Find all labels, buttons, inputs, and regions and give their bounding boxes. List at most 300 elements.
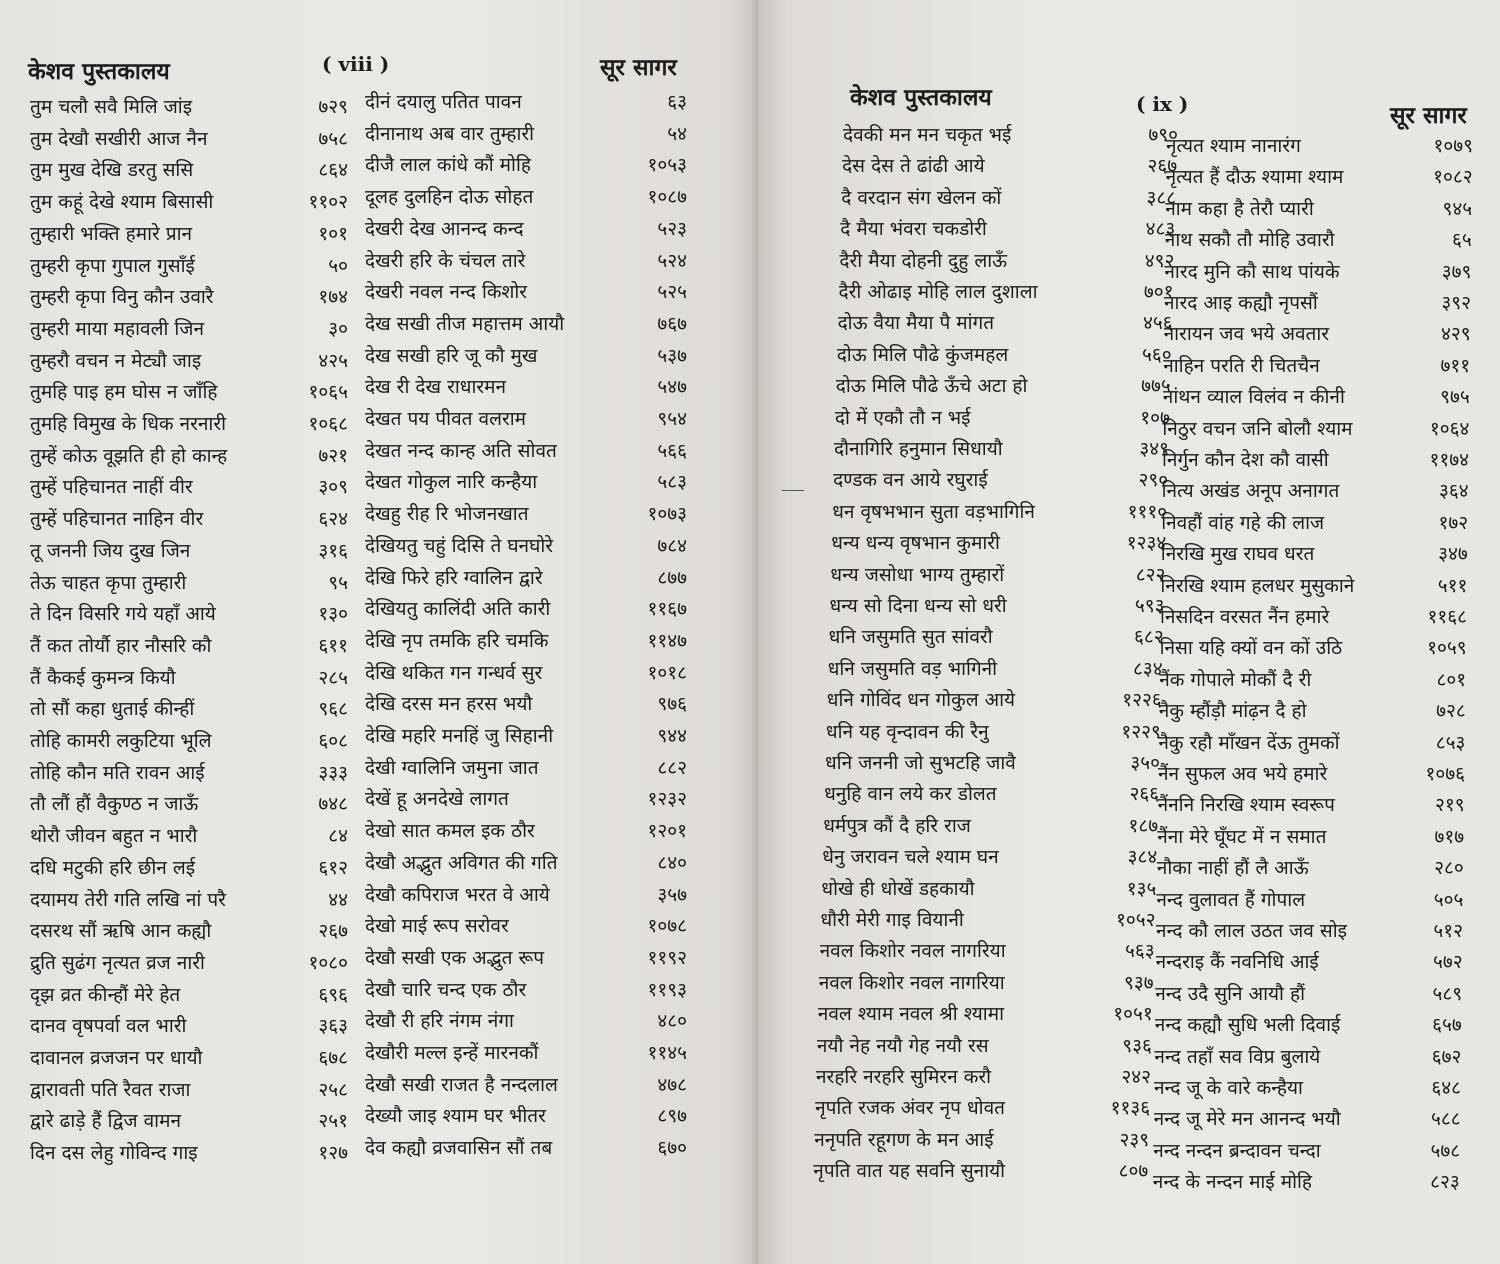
- index-row: [30, 219, 348, 250]
- index-row: [830, 591, 1165, 622]
- page-number-ref: १०१८: [647, 661, 687, 684]
- page-number-ref: ५४७: [657, 376, 687, 399]
- index-row: [365, 816, 687, 847]
- page-number-ref: ८४०: [657, 851, 687, 874]
- page-number-ref: ६७८: [318, 1047, 348, 1069]
- hymn-title: धनि जसुमति वड़ भागिनी: [827, 657, 998, 680]
- page-number-ref: १०७६: [1425, 763, 1465, 785]
- page-number-ref: १२७: [318, 1142, 348, 1165]
- page-number-ref: ४७८: [657, 1073, 687, 1096]
- hymn-title: तो सौं कहा धुताई कीन्हीं: [30, 698, 195, 721]
- index-row: [1162, 476, 1469, 507]
- index-row: [365, 87, 687, 118]
- index-row: [365, 848, 687, 879]
- page-number-ref: ३५७: [657, 883, 687, 906]
- page-number-ref: ५०५: [1433, 888, 1464, 911]
- page-number-ref: ५८३: [657, 471, 687, 494]
- index-row: [365, 309, 687, 340]
- page-number-ref: १२०१: [647, 820, 687, 843]
- page-number-ref: ५११: [1437, 574, 1468, 597]
- hymn-title: धन वृषभभान सुता वड़भागिनि: [832, 500, 1035, 523]
- index-row: [1156, 885, 1463, 916]
- page-number-ref: ७५८: [318, 127, 348, 150]
- index-row: [30, 631, 348, 662]
- hymn-title: नैंननि निरखि श्याम स्वरूप: [1157, 794, 1335, 817]
- page-number-ref: १०६५: [308, 381, 348, 404]
- page-number-ref: २५८: [318, 1078, 348, 1101]
- page-number-ref: ११९३: [647, 978, 687, 1001]
- hymn-title: तैं कत तोर्यौ हार नौसरि कौ: [30, 634, 212, 657]
- hymn-title: नैंन सुफल अव भये हमारे: [1158, 763, 1328, 785]
- hymn-title: धनुहि वान लये कर डोलत: [824, 783, 997, 806]
- hymn-title: नन्द जू मेरे मन आनन्द भयौ: [1153, 1108, 1341, 1131]
- hymn-title: धौरी मेरी गाइ वियानी: [820, 909, 964, 931]
- page-number-ref: १३०: [318, 603, 348, 626]
- index-row: [1164, 257, 1471, 288]
- page-number-ref: ११६८: [1427, 606, 1467, 628]
- hymn-title: धन्य धन्य वृषभान कुमारी: [831, 532, 1000, 555]
- index-row: [30, 853, 348, 884]
- index-row: [365, 341, 687, 372]
- index-row: [365, 436, 687, 467]
- page-number-ref: १०७३: [647, 503, 687, 526]
- hymn-title: नवल किशोर नवल नागरिया: [819, 940, 1006, 963]
- index-row: [813, 1156, 1148, 1187]
- page-number-ref: १०७: [1140, 406, 1170, 429]
- index-row: [365, 658, 687, 689]
- page-number-ref: ६१२: [318, 856, 348, 879]
- index-row: [1160, 633, 1467, 664]
- page-number-ref: १२३२: [647, 788, 687, 811]
- index-row: [819, 968, 1154, 999]
- page-number-ref: ४२९: [1440, 323, 1471, 346]
- page-number-ref: ९७६: [657, 693, 687, 716]
- index-row: [837, 340, 1172, 371]
- page-number-ref: ३४७: [1438, 543, 1468, 566]
- hymn-title: नृत्यत श्याम नानारंग: [1166, 135, 1301, 157]
- hymn-title: द्रुति सुढंग नृत्यत व्रज नारी: [30, 951, 205, 974]
- page-number-ref: ३५०: [1130, 752, 1160, 774]
- index-row: [821, 905, 1156, 936]
- page-number-ref: ७२९: [318, 96, 348, 118]
- page-number-ref: ७१७: [1434, 825, 1465, 848]
- hymn-title: नरहरि नरहरि सुमिरन करौ: [816, 1066, 992, 1088]
- page-number-ref: ७६७: [657, 312, 687, 335]
- index-row: [30, 663, 348, 694]
- index-row: [30, 821, 348, 852]
- index-row: [30, 1075, 348, 1106]
- hymn-title: देख री देख राधारमन: [365, 376, 507, 399]
- page-number-ref: ९४४: [657, 725, 687, 747]
- index-row: [365, 880, 687, 911]
- index-row: [839, 277, 1174, 308]
- index-row: [30, 314, 348, 345]
- index-row: [1155, 979, 1462, 1010]
- index-row: [30, 346, 348, 377]
- hymn-title: धर्मपुत्र कौं दै हरि राज: [823, 814, 971, 837]
- index-row: [30, 504, 348, 535]
- hymn-title: दो में एकौ तौ न भई: [834, 406, 971, 429]
- index-row: [365, 1101, 687, 1132]
- left-page-number: ( viii ): [322, 52, 390, 76]
- page-number-ref: ५६६: [657, 439, 687, 462]
- hymn-title: निठुर वचन जनि बोलौ श्याम: [1162, 417, 1353, 440]
- index-row: [30, 789, 348, 820]
- index-row: [1161, 508, 1468, 539]
- page-number-ref: २३९: [1119, 1128, 1150, 1151]
- page-number-ref: ७९०: [1148, 124, 1178, 146]
- hymn-title: दीजै लाल कांधे कौं मोहि: [365, 154, 531, 177]
- page-number-ref: ११७४: [1429, 449, 1469, 471]
- page-number-ref: ११४७: [647, 629, 687, 652]
- index-row: [1164, 288, 1471, 319]
- page-number-ref: ५४: [667, 122, 687, 145]
- hymn-title: दोऊ वैया मैया पै मांगत: [837, 312, 995, 335]
- hymn-title: धन्य सो दिना धन्य सो धरी: [829, 595, 1007, 617]
- hymn-title: देखरी नवल नन्द किशोर: [365, 281, 528, 304]
- hymn-title: दीनानाथ अब वार तुम्हारी: [365, 122, 535, 145]
- right-page: [758, 0, 1500, 1264]
- index-row: [830, 560, 1165, 591]
- left-header-title: केशव पुस्तकालय: [28, 58, 170, 85]
- hymn-title: नन्द कह्यौ सुधि भली दिवाई: [1154, 1014, 1341, 1037]
- page-number-ref: १३५: [1126, 877, 1157, 900]
- index-row: [30, 980, 348, 1011]
- hymn-title: नन्दराइ कैं नवनिधि आई: [1155, 951, 1319, 974]
- index-row: [365, 277, 687, 308]
- index-row: [30, 694, 348, 725]
- page-number-ref: ५७२: [1432, 951, 1463, 974]
- hymn-title: तुम मुख देखि डरतु ससि: [30, 159, 194, 182]
- page-number-ref: ३०: [328, 317, 348, 340]
- hymn-title: दोऊ मिलि पौढे कुंजमहल: [836, 343, 1009, 366]
- page-number-ref: ६८२: [1133, 626, 1164, 649]
- index-row: [30, 187, 348, 218]
- right-header-book: सूर सागर: [1390, 102, 1467, 129]
- page-number-ref: २६६: [1129, 783, 1160, 806]
- index-row: [1166, 162, 1473, 193]
- index-row: [365, 563, 687, 594]
- page-number-ref: ५१२: [1433, 920, 1463, 942]
- index-row: [365, 1038, 687, 1069]
- margin-mark: [782, 490, 804, 491]
- page-number-ref: १११०: [1127, 500, 1168, 523]
- page-number-ref: ४५६: [1142, 312, 1173, 335]
- index-row: [1165, 194, 1472, 225]
- hymn-title: धेनु जरावन चले श्याम घन: [822, 846, 999, 869]
- page-number-ref: ५३७: [657, 344, 687, 367]
- page-number-ref: ५२४: [657, 249, 687, 272]
- index-row: [838, 308, 1173, 339]
- hymn-title: देखौ चारि चन्द एक ठौर: [365, 978, 527, 1001]
- hymn-title: नैकु रहौ माँखन देंऊ तुमकों: [1158, 731, 1340, 754]
- page-number-ref: १०८०: [308, 951, 348, 974]
- hymn-title: तुमहि विमुख के धिक नरनारी: [30, 413, 227, 435]
- index-row: [1163, 382, 1470, 413]
- page-number-ref: १०७८: [647, 915, 687, 938]
- index-row: [30, 536, 348, 567]
- page-number-ref: १७४: [318, 286, 348, 309]
- hymn-title: तुमहि पाइ हम घोस न जाँहि: [30, 381, 218, 404]
- index-row: [365, 404, 687, 435]
- page-number-ref: ६५: [1452, 229, 1472, 252]
- hymn-title: तुम्हरी माया महावली जिन: [30, 317, 204, 340]
- hymn-title: देखियतु चहुं दिसि ते घनघोरे: [365, 534, 554, 557]
- hymn-title: धनि जसुमति सुत सांवरौ: [828, 626, 993, 649]
- index-row: [365, 214, 687, 245]
- page-number-ref: ८२२: [1135, 563, 1166, 586]
- index-row: [365, 784, 687, 815]
- index-row: [1154, 1104, 1461, 1135]
- index-row: [814, 1125, 1149, 1156]
- index-row: [842, 151, 1177, 182]
- hymn-title: देखि फिरे हरि ग्वालिन द्वारे: [365, 566, 543, 589]
- index-row: [365, 943, 687, 974]
- hymn-title: तुम्हें पहिचानत नाहिन वीर: [30, 508, 204, 531]
- right-header-title: केशव पुस्तकालय: [850, 84, 992, 111]
- page-number-ref: ८६४: [318, 159, 348, 182]
- index-row: [1165, 225, 1472, 256]
- hymn-title: देखरी देख आनन्द कन्द: [365, 217, 524, 240]
- hymn-title: धोखे ही धोखें डहकायौ: [821, 877, 975, 900]
- hymn-title: देखें हू अनदेखे लागत: [365, 788, 509, 811]
- page-number-ref: २८५: [318, 666, 348, 689]
- index-row: [365, 1006, 687, 1037]
- index-row: [817, 1031, 1152, 1062]
- hymn-title: नन्द जू के वारे कन्हैया: [1154, 1077, 1303, 1099]
- hymn-title: ननृपति रहूगण के मन आई: [814, 1128, 994, 1151]
- page-number-ref: १०८२: [1433, 166, 1473, 189]
- index-row: [1160, 571, 1467, 602]
- page-number-ref: ८५३: [1435, 731, 1466, 754]
- page-number-ref: ९६८: [318, 698, 348, 721]
- index-row: [1160, 602, 1467, 633]
- page-number-ref: ४२५: [318, 349, 348, 372]
- index-row: [1154, 1073, 1461, 1104]
- index-row: [1162, 445, 1469, 476]
- page-number-ref: ५२५: [657, 281, 687, 304]
- hymn-title: देख सखी हरि जू कौ मुख: [365, 344, 538, 367]
- index-row: [30, 377, 348, 408]
- page-number-ref: ३७९: [1441, 260, 1472, 283]
- hymn-title: दौनागिरि हनुमान सिधायौ: [834, 438, 1003, 460]
- page-number-ref: ७८४: [657, 534, 687, 557]
- page-number-ref: ६७२: [1431, 1045, 1462, 1068]
- index-row: [365, 721, 687, 752]
- index-row: [832, 497, 1167, 528]
- page-number-ref: ३८४: [1127, 846, 1158, 869]
- hymn-title: दूलह दुलहिन दोऊ सोहत: [365, 186, 534, 209]
- hymn-title: देखो माई रूप सरोवर: [365, 915, 509, 938]
- hymn-title: देखहु रीह रि भोजनखात: [365, 503, 529, 526]
- hymn-title: नारायन जव भये अवतार: [1163, 323, 1330, 346]
- hymn-title: नाथ सकौ तौ मोहि उवारौ: [1164, 229, 1335, 252]
- index-row: [30, 92, 348, 123]
- page-number-ref: १२२६: [1122, 689, 1162, 712]
- page-number-ref: ९३६: [1122, 1034, 1152, 1057]
- index-row: [828, 654, 1163, 685]
- index-row: [30, 155, 348, 186]
- hymn-title: नैंक गोपाले मोकौं दै री: [1159, 668, 1312, 691]
- index-row: [1163, 351, 1470, 382]
- hymn-title: नवल श्याम नवल श्री श्यामा: [817, 1003, 1004, 1026]
- page-number-ref: ३६४: [1438, 480, 1469, 503]
- index-row: [30, 726, 348, 757]
- hymn-title: तुम्हरौ वचन न मेट्यौ जाइ: [30, 349, 202, 372]
- hymn-title: निरखि श्याम हलधर मुसुकाने: [1160, 574, 1355, 597]
- hymn-title: धनि गोविंद धन गोकुल आये: [826, 689, 1016, 712]
- hymn-title: थोरौ जीवन बहुत न भारौ: [30, 825, 198, 848]
- index-row: [1159, 665, 1466, 696]
- page-number-ref: ६७०: [657, 1137, 687, 1160]
- hymn-title: नैंना मेरे घूँघट में न समात: [1157, 825, 1327, 848]
- index-row: [1155, 1010, 1462, 1041]
- page-number-ref: ३०९: [318, 476, 348, 499]
- index-row: [365, 531, 687, 562]
- page-number-ref: ९३७: [1124, 971, 1154, 994]
- hymn-title: तुम्हरी कृपा विनु कौन उवारै: [30, 286, 214, 309]
- page-number-ref: ४८०: [657, 1010, 687, 1033]
- index-row: [833, 465, 1168, 496]
- hymn-title: धन्य जसोधा भाग्य तुम्हारों: [830, 563, 1005, 586]
- index-row: [365, 182, 687, 213]
- page-number-ref: ८०१: [1436, 668, 1467, 691]
- hymn-title: देखत गोकुल नारि कन्हैया: [365, 471, 538, 494]
- index-row: [365, 1133, 687, 1164]
- hymn-title: देखी ग्वालिनि जमुना जात: [365, 756, 539, 779]
- index-row: [829, 622, 1164, 653]
- hymn-title: देस देस ते ढांढी आये: [842, 155, 985, 178]
- page-number-ref: ४८३: [1145, 218, 1176, 241]
- index-row: [365, 911, 687, 942]
- hymn-title: तू जननी जिय दुख जिन: [30, 539, 191, 562]
- page-number-ref: ३३३: [318, 761, 348, 784]
- page-number-ref: ५७८: [1430, 1139, 1461, 1162]
- hymn-title: निर्गुन कौन देश कौ वासी: [1162, 449, 1329, 471]
- page-number-ref: ११०२: [308, 191, 348, 214]
- page-number-ref: ३९२: [1441, 292, 1471, 314]
- index-row: [30, 599, 348, 630]
- index-row: [365, 372, 687, 403]
- index-row: [1156, 947, 1463, 978]
- page-number-ref: ३१६: [318, 539, 348, 562]
- index-row: [839, 246, 1174, 277]
- page-number-ref: ८८२: [657, 756, 687, 779]
- page-number-ref: २९०: [1138, 469, 1169, 492]
- hymn-title: ते दिन विसरि गये यहाँ आये: [30, 603, 216, 626]
- index-row: [30, 251, 348, 282]
- index-row: [831, 528, 1166, 559]
- page-number-ref: १०८७: [647, 186, 687, 209]
- hymn-title: देखि महरि मनहिं जु सिहानी: [365, 725, 554, 747]
- page-number-ref: १०६४: [1429, 417, 1470, 440]
- page-number-ref: ६३: [667, 91, 687, 113]
- page-number-ref: ११६७: [647, 598, 687, 621]
- index-row: [30, 441, 348, 472]
- index-row: [365, 626, 687, 657]
- page-number-ref: ५६०: [1142, 343, 1172, 366]
- hymn-title: तैं कैकई कुमन्त्र कियौ: [30, 666, 176, 689]
- page-number-ref: ७२८: [1436, 700, 1466, 723]
- index-row: [1156, 916, 1463, 947]
- index-row: [1162, 414, 1469, 445]
- index-row: [1158, 759, 1465, 790]
- hymn-title: दैरी ओढाइ मोहि लाल दुशाला: [838, 281, 1038, 303]
- page-number-ref: ७२१: [318, 444, 348, 467]
- hymn-title: दृझ व्रत कीन्हौं मेरे हेत: [30, 983, 181, 1006]
- index-row: [365, 594, 687, 625]
- page-number-ref: ९५४: [657, 408, 687, 430]
- page-number-ref: १०६८: [308, 413, 348, 435]
- index-row: [1158, 728, 1465, 759]
- hymn-title: नन्द तहाँ सव विप्र बुलाये: [1154, 1045, 1321, 1068]
- page-number-ref: ६५७: [1432, 1014, 1462, 1037]
- page-number-ref: ६९६: [318, 983, 348, 1006]
- hymn-title: धनि यह वृन्दावन की रैनु: [825, 720, 989, 743]
- hymn-title: देख्यौ जाइ श्याम घर भीतर: [365, 1105, 546, 1128]
- index-row: [840, 214, 1175, 245]
- hymn-title: नारद आइ कह्यौ नृपसौं: [1164, 292, 1318, 314]
- page-number-ref: ११४५: [647, 1042, 687, 1064]
- index-row: [1161, 539, 1468, 570]
- hymn-title: देवकी मन मन चकृत भई: [843, 124, 1012, 146]
- page-number-ref: ८३४: [1133, 657, 1163, 680]
- page-number-ref: १०७९: [1433, 135, 1473, 157]
- index-row: [834, 434, 1169, 465]
- index-row: [823, 811, 1158, 842]
- hymn-title: नारद मुनि कौ साथ पांयके: [1164, 260, 1340, 283]
- index-row: [30, 1011, 348, 1042]
- index-row: [30, 1043, 348, 1074]
- hymn-title: नौका नाहीं हौं लै आऊँ: [1156, 857, 1309, 880]
- hymn-title: तुम्हें पहिचानत नाहीं वीर: [30, 476, 193, 499]
- hymn-title: देखि थकित गन गन्धर्व सुर: [365, 661, 543, 684]
- index-row: [1157, 853, 1464, 884]
- hymn-title: नाहिन परति री चितचैन: [1163, 354, 1320, 377]
- hymn-title: तुम्हें कोऊ वूझति ही हो कान्ह: [30, 444, 228, 467]
- page-number-ref: ८०७: [1118, 1160, 1149, 1183]
- page-number-ref: ६११: [318, 634, 348, 657]
- index-row: [824, 779, 1159, 810]
- page-number-ref: ३४९: [1139, 438, 1169, 460]
- index-row: [365, 753, 687, 784]
- index-row: [365, 499, 687, 530]
- hymn-title: तौ लौं हौं वैकुण्ठ न जाऊँ: [30, 793, 199, 816]
- page-number-ref: ९७५: [1440, 386, 1470, 409]
- hymn-title: दैरी मैया दोहनी दुहु लाऊँ: [839, 249, 1008, 272]
- index-row: [30, 916, 348, 947]
- page-number-ref: ११३६: [1110, 1097, 1151, 1120]
- index-row: [30, 885, 348, 916]
- hymn-title: दीनं दयालु पतित पावन: [365, 91, 522, 113]
- page-number-ref: ७४८: [318, 793, 348, 816]
- index-row: [30, 409, 348, 440]
- page-number-ref: ५९३: [1134, 595, 1165, 617]
- index-row: [365, 975, 687, 1006]
- index-row: [1153, 1167, 1460, 1198]
- page-number-ref: ७७५: [1141, 375, 1171, 398]
- hymn-title: नवल किशोर नवल नागरिया: [818, 971, 1005, 994]
- index-row: [1166, 131, 1473, 162]
- left-header-book: सूर सागर: [600, 54, 677, 81]
- page-number-ref: २५१: [318, 1110, 348, 1133]
- right-page-number: ( ix ): [1136, 92, 1189, 116]
- hymn-title: निसा यहि क्यों वन कों उठि: [1159, 637, 1343, 660]
- page-number-ref: २८०: [1434, 857, 1464, 880]
- index-row: [815, 1093, 1150, 1124]
- index-row: [1154, 1042, 1461, 1073]
- page-number-ref: १०१: [318, 222, 348, 245]
